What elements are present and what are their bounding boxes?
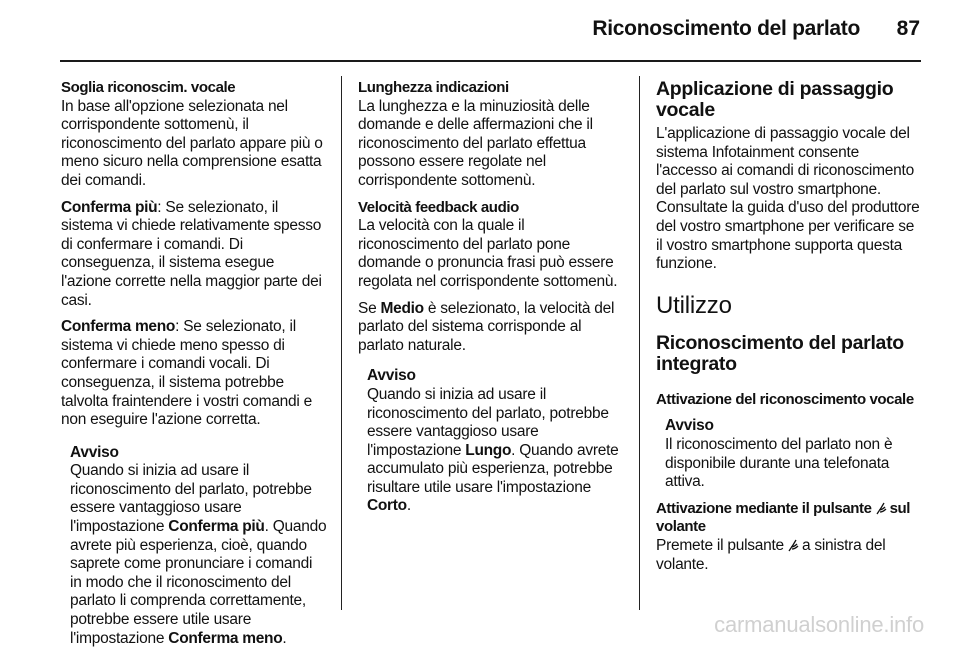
pulsante-heading-part: Attivazione mediante il pulsante (656, 499, 872, 517)
note-text-part: . (282, 629, 287, 647)
note-text-part: . Quando avrete accumulato più esperienza, potrebbe risultare utile usare l'impostazione (367, 441, 619, 496)
conferma-piu-label: Conferma più (61, 198, 158, 216)
column-1 (61, 79, 327, 648)
column-3 (656, 79, 922, 582)
note-title: Avviso (665, 417, 714, 435)
pulsante-heading (656, 500, 922, 537)
note-text (367, 386, 626, 516)
soglia-heading: Soglia riconoscim. vocale (61, 79, 236, 96)
integrato-heading: Riconoscimento del parlato integrato (656, 331, 904, 375)
premete-text: Premete il pulsante (656, 536, 784, 554)
pulsante-heading-part: sul volante (656, 499, 911, 536)
note-box (665, 417, 922, 491)
note-text-part: Quando si inizia ad usare il riconoscimento del parlato, potrebbe essere vantaggioso usare l'impostazione (70, 462, 312, 536)
column-divider-left (341, 76, 342, 610)
utilizzo-heading: Utilizzo (656, 291, 732, 319)
note-text-part: Quando si inizia ad usare il riconoscimento del parlato, potrebbe essere vantaggioso usare l'impostazione (367, 385, 609, 459)
note-title: Avviso (367, 367, 416, 385)
velocita-heading: Velocità feedback audio (358, 198, 519, 216)
passaggio-heading: Applicazione di passaggio vocale (656, 78, 894, 121)
velocita-paragraph: La velocità con la quale il riconoscimento del parlato pone domande o pronuncia frasi può essere regolata nel corrispondente sottomenù. (358, 217, 618, 290)
note-box (367, 367, 626, 516)
note-box (70, 444, 327, 648)
conferma-meno-label: Conferma meno (61, 318, 176, 336)
page-number: 87 (896, 17, 920, 40)
header-rule (60, 60, 921, 62)
note-bold-conferma-piu: Conferma più (168, 518, 265, 536)
voice-button-icon (787, 538, 799, 552)
medio-paragraph (358, 300, 626, 356)
conferma-meno-text: : Se selezionato, il sistema vi chiede meno spesso di confermare i comandi vocali. Di conseguenza, il sistema potrebbe talvolta fraintendere i vostri comandi e non eseguire l'azione corretta. (61, 318, 313, 429)
conferma-piu-paragraph (61, 199, 327, 311)
attivazione-heading: Attivazione del riconoscimento vocale (656, 390, 914, 408)
medio-text: è selezionato, la velocità del parlato del sistema corrisponde al parlato naturale. (358, 299, 615, 354)
premete-paragraph (656, 537, 922, 574)
note-text-part: . (406, 497, 411, 515)
note-text: Il riconoscimento del parlato non è disponibile durante una telefonata attiva. (665, 435, 893, 491)
note-title: Avviso (70, 443, 119, 461)
note-bold-corto: Corto (367, 497, 407, 515)
column-2 (358, 79, 626, 516)
page-header-title: Riconoscimento del parlato (592, 17, 860, 40)
premete-text: a sinistra del volante. (656, 536, 886, 573)
soglia-paragraph: In base all'opzione selezionata nel corrispondente sottomenù, il riconoscimento del parlato appare più o meno sicuro nella comprensione esatta dei comandi. (61, 97, 323, 189)
watermark: carmanualsonline.info (714, 612, 924, 637)
column-divider-right (639, 76, 640, 610)
se-prefix: Se (358, 299, 381, 317)
note-text (70, 462, 327, 648)
conferma-meno-paragraph (61, 318, 327, 430)
lunghezza-paragraph: La lunghezza e la minuziosità delle domande e delle affermazioni che il riconoscimento del parlato effettua possono essere regolate nel corrispondente sottomenù. (358, 97, 593, 189)
note-bold-conferma-meno: Conferma meno (168, 629, 283, 647)
conferma-piu-text: : Se selezionato, il sistema vi chiede relativamente spesso di confermare i comandi. Di conseguenza, il sistema esegue l'azione corrette nella maggior parte dei casi. (61, 198, 322, 309)
medio-label: Medio (380, 299, 424, 317)
voice-button-icon (875, 501, 887, 515)
passaggio-paragraph: L'applicazione di passaggio vocale del sistema Infotainment consente l'accesso ai comandi di riconoscimento del parlato sul vostro smartphone. Consultate la guida d'uso del produttore del vostro smartphone per verificare se il vostro smartphone supporta questa funzione. (656, 125, 920, 273)
note-bold-lungo: Lungo (465, 441, 512, 459)
lunghezza-heading: Lunghezza indicazioni (358, 79, 509, 96)
note-text-part: . Quando avrete più esperienza, cioè, quando saprete come pronunciare i comandi in modo che il riconoscimento del parlato li comprenda correttamente, potrebbe essere utile usare l'impostazione (70, 518, 327, 647)
